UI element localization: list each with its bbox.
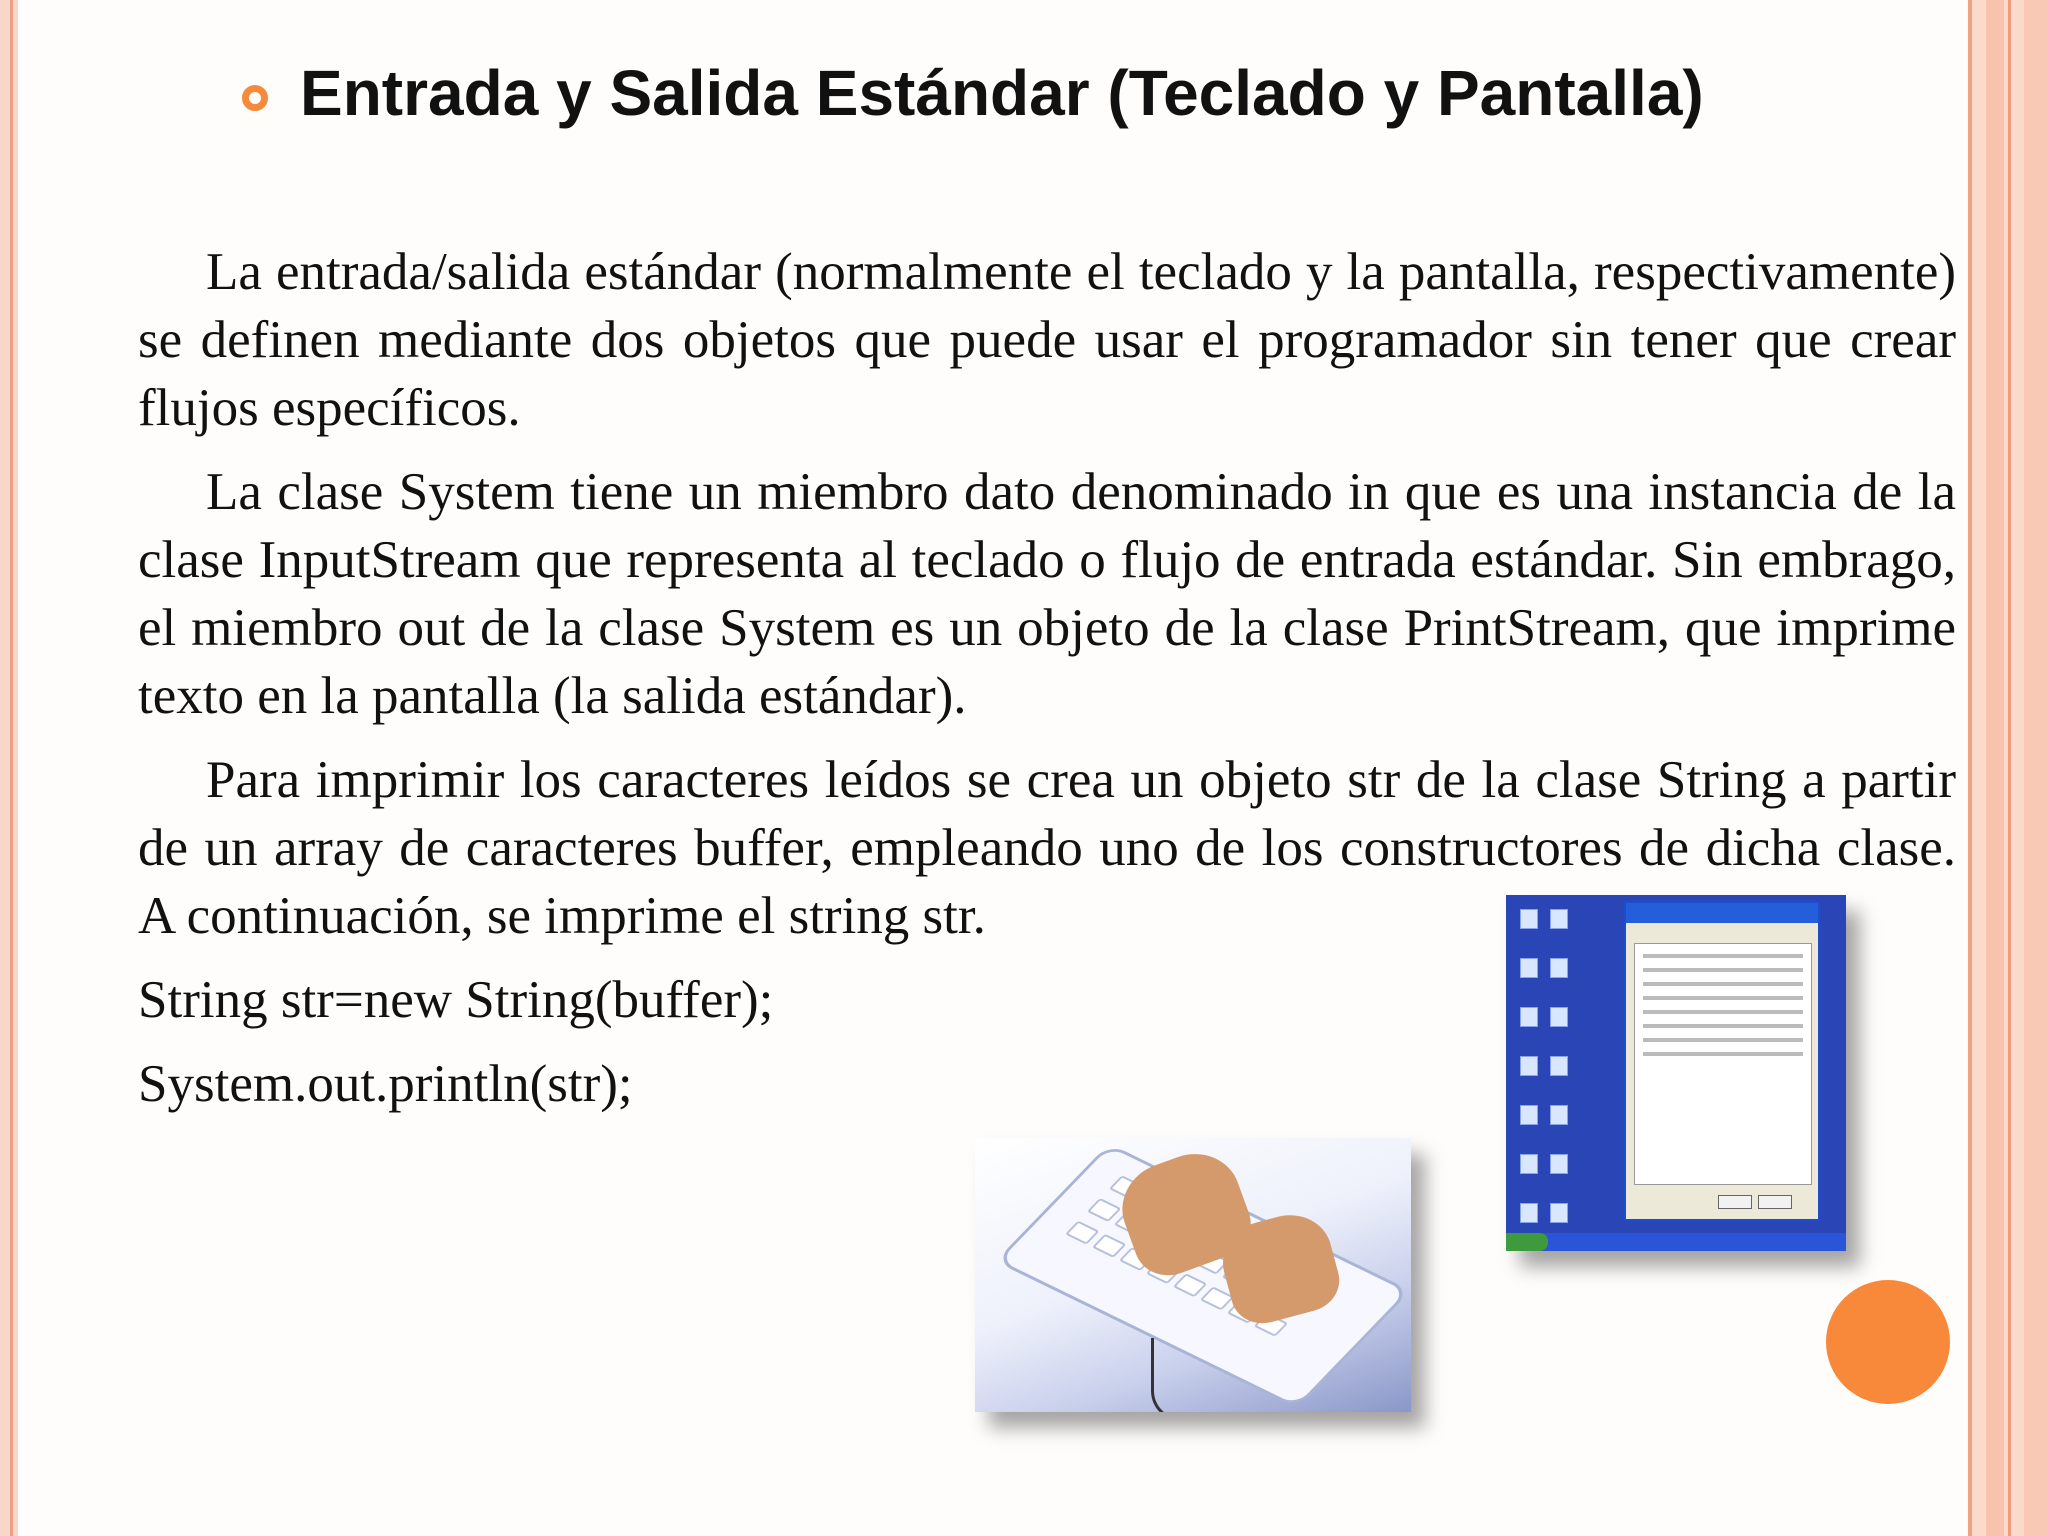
paragraph-1: La entrada/salida estándar (normalmente el teclado y la pantalla, respectivamente) se definen mediante dos objetos que puede usar el programador sin tener que crear flujos específicos. <box>138 243 1956 437</box>
slide-title: Entrada y Salida Estándar (Teclado y Pantalla) <box>300 57 1704 129</box>
hands-typing-keyboard-image <box>975 1138 1411 1412</box>
paragraph-2: La clase System tiene un miembro dato denominado in que es una instancia de la clase InputStream que representa al teclado o flujo de entrada estándar. Sin embrago, el miembro out de la clase System es un objeto de la clase PrintStream, que imprime texto en la pantalla (la salida estándar). <box>138 463 1956 725</box>
code-line-2: System.out.println(str); <box>138 1055 633 1113</box>
left-border <box>0 0 18 1536</box>
decorative-orange-circle <box>1826 1280 1950 1404</box>
windows-desktop-screenshot-image <box>1506 895 1846 1251</box>
title-bullet-icon <box>242 85 268 111</box>
right-border <box>1968 0 2048 1536</box>
code-line-1: String str=new String(buffer); <box>138 971 774 1029</box>
paragraph-3: Para imprimir los caracteres leídos se crea un objeto str de la clase String a partir de un array de caracteres buffer, empleando uno de los constructores de dicha clase. A continuación, se imprime el string str. <box>138 751 1956 945</box>
